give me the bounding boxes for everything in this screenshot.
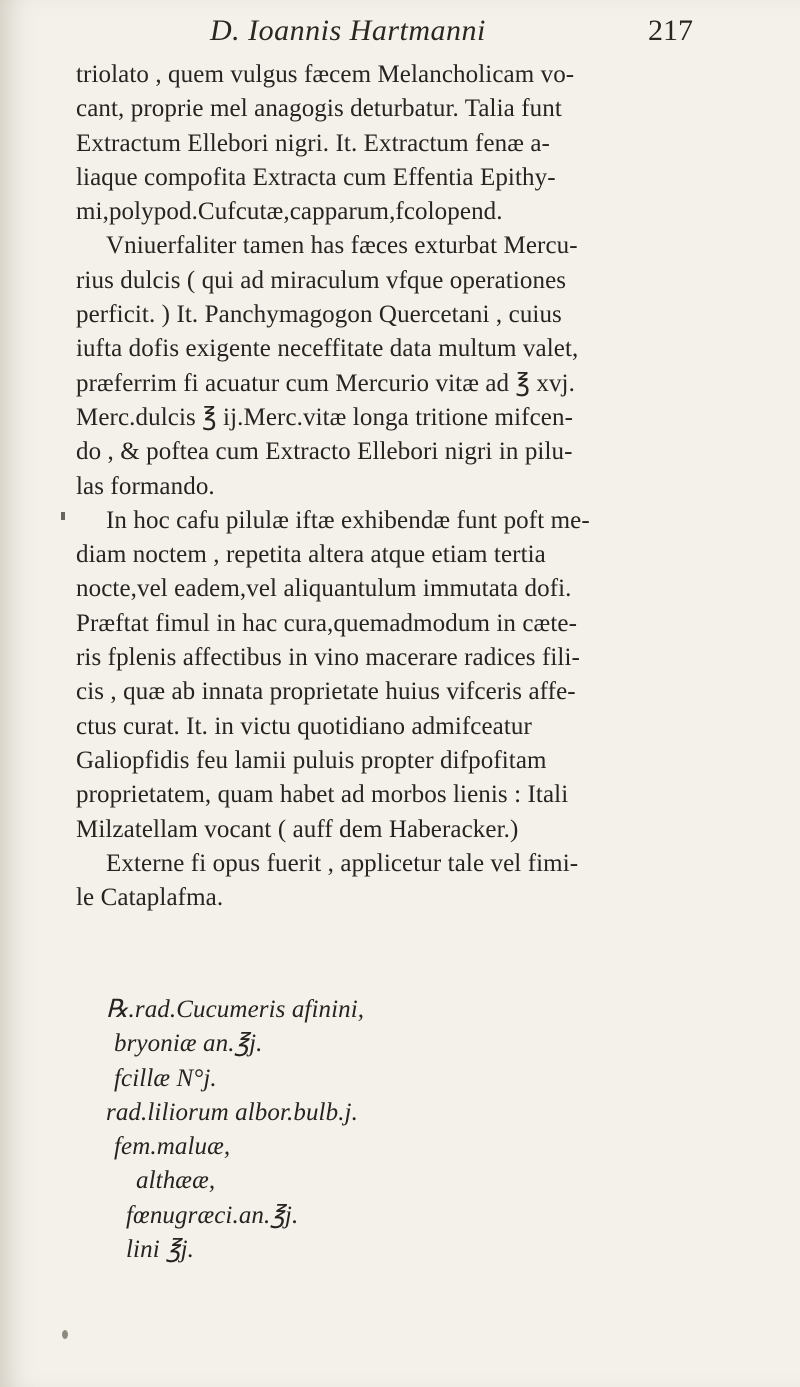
text-line: cis , quæ ab innata proprietate huius vifceris affe- [76, 678, 576, 706]
recipe-line: fcillæ N°j. [114, 1064, 217, 1092]
text-line: liaque compofita Extracta cum Effentia Epithy- [76, 163, 556, 191]
text-line: do , & poftea cum Extracto Ellebori nigri in pilu- [76, 438, 573, 466]
running-head: D. Ioannis Hartmanni [210, 14, 486, 47]
text-line: Merc.dulcis ℥ ij.Merc.vitæ longa tritione mifcen- [76, 403, 573, 431]
text-line: iufta dofis exigente neceffitate data multum valet, [76, 335, 579, 363]
recipe-line: fœnugræci.an.℥j. [126, 1201, 299, 1229]
text-line: diam noctem , repetita altera atque etiam tertia [76, 541, 546, 569]
margin-tick [61, 512, 65, 520]
recipe-line: bryoniæ an.℥j. [114, 1030, 263, 1058]
text-line: triolato , quem vulgus fæcem Melancholicam vo- [76, 61, 575, 88]
text-line: præferrim fi acuatur cum Mercurio vitæ ad ℥ xvj. [76, 369, 575, 397]
recipe-line: fem.maluæ, [114, 1133, 231, 1161]
text-line: Vniuerfaliter tamen has fæces exturbat Mercu- [106, 232, 578, 260]
text-line: ctus curat. It. in victu quotidiano admifceatur [76, 712, 532, 740]
text-line: rius dulcis ( qui ad miraculum vfque operationes [76, 266, 567, 294]
ink-spot [62, 1330, 68, 1339]
page-header [0, 14, 800, 54]
body-text [76, 58, 716, 915]
text-line: cant, proprie mel anagogis deturbatur. Talia funt [76, 95, 562, 123]
recipe-line: althææ, [136, 1167, 216, 1195]
text-line: Galiopfidis feu lamii puluis propter difpofitam [76, 746, 547, 774]
text-line: ris fplenis affectibus in vino macerare radices fili- [76, 644, 580, 672]
text-line: las formando. [76, 472, 215, 500]
text-line: le Cataplafma. [76, 884, 224, 912]
text-line: nocte,vel eadem,vel aliquantulum immutata dofi. [76, 575, 572, 603]
text-line: Præftat fimul in hac cura,quemadmodum in cæte- [76, 609, 577, 637]
recipe-block [106, 993, 606, 1267]
text-line: perficit. ) It. Panchymagogon Quercetani , cuius [76, 301, 562, 329]
text-line: Externe fi opus fuerit , applicetur tale vel fimi- [106, 849, 579, 877]
text-line: Extractum Ellebori nigri. It. Extractum fenæ a- [76, 129, 550, 157]
text-line: mi,polypod.Cufcutæ,capparum,fcolopend. [76, 198, 503, 226]
text-line: Milzatellam vocant ( auff dem Haberacker.) [76, 815, 519, 843]
text-line: In hoc cafu pilulæ iftæ exhibendæ funt poft me- [106, 506, 590, 534]
text-line: proprietatem, quam habet ad morbos lienis : Itali [76, 781, 569, 809]
recipe-line: rad.liliorum albor.bulb.j. [106, 1098, 358, 1126]
page-number: 217 [648, 14, 693, 47]
recipe-line: ℞.rad.Cucumeris afinini, [106, 996, 365, 1023]
recipe-line: lini ℥j. [126, 1236, 195, 1264]
